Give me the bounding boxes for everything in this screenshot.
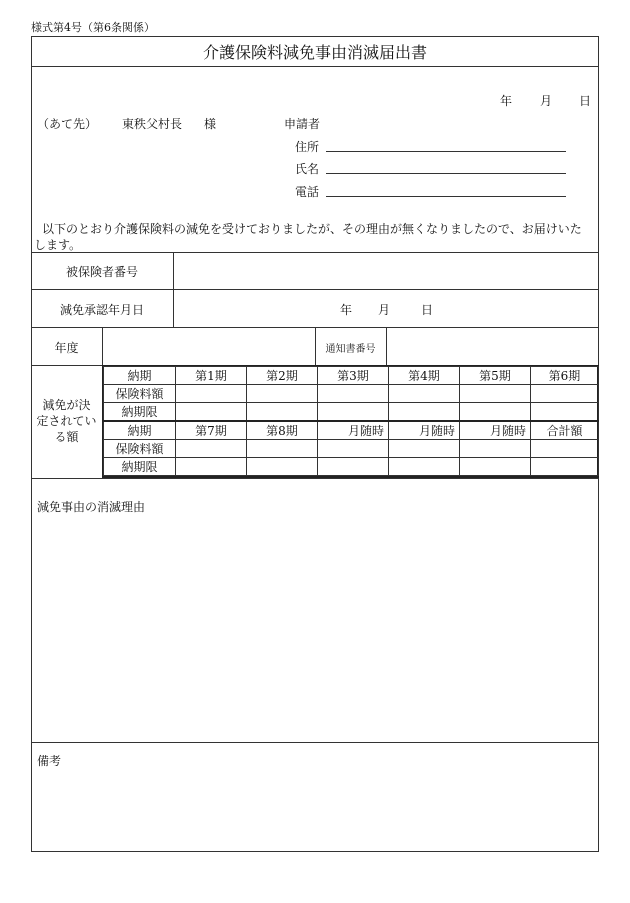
date-month-label: 月	[540, 94, 553, 108]
period-row-label: 納期	[104, 421, 176, 440]
premium-cell[interactable]	[176, 440, 247, 458]
notice-text-line-2: します。	[34, 238, 82, 252]
insured-number-field[interactable]	[174, 253, 598, 288]
date-year-label: 年	[500, 94, 513, 108]
insured-number-label: 被保険者番号	[65, 265, 138, 279]
deadline-row-label: 納期限	[104, 458, 176, 476]
deadline-cell[interactable]	[247, 403, 318, 422]
period-header: 月随時	[389, 421, 460, 440]
addressee-prefix: （あて先）	[37, 117, 98, 131]
premium-row-label: 保険料額	[104, 440, 176, 458]
deadline-cell[interactable]	[460, 403, 531, 422]
premium-cell[interactable]	[531, 385, 599, 403]
form-title: 介護保険料減免事由消滅届出書	[31, 36, 599, 67]
addressee-name: 東秩父村長	[122, 117, 183, 131]
period-header: 第1期	[176, 367, 247, 385]
addressee-suffix: 様	[204, 117, 217, 131]
date-day-label: 日	[579, 94, 592, 108]
fiscal-year-field[interactable]	[103, 328, 314, 364]
period-header: 第8期	[247, 421, 318, 440]
deadline-cell[interactable]	[318, 403, 389, 422]
notice-text-line-1: 以下のとおり介護保険料の減免を受けておりましたが、その理由が無くなりましたので、お届けいた	[42, 222, 582, 236]
deadline-cell[interactable]	[389, 458, 460, 476]
premium-cell[interactable]	[531, 440, 599, 458]
notice-number-label: 通知書番号	[325, 344, 376, 355]
deadline-row-label: 納期限	[104, 403, 176, 422]
reason-field[interactable]	[32, 515, 598, 741]
premium-row-label: 保険料額	[104, 385, 176, 403]
period-header: 月随時	[460, 421, 531, 440]
period-header: 第7期	[176, 421, 247, 440]
amount-table	[102, 365, 599, 478]
deadline-cell[interactable]	[389, 403, 460, 422]
divider	[31, 742, 599, 743]
amount-section-label-line-3: る額	[54, 430, 79, 444]
period-row-label: 納期	[104, 367, 176, 385]
divider	[31, 478, 599, 479]
name-field[interactable]	[326, 173, 566, 174]
premium-cell[interactable]	[389, 440, 460, 458]
applicant-label: 申請者	[284, 117, 321, 131]
premium-cell[interactable]	[460, 440, 531, 458]
premium-cell[interactable]	[460, 385, 531, 403]
amount-section-label	[31, 397, 102, 445]
premium-cell[interactable]	[389, 385, 460, 403]
name-label: 氏名	[295, 162, 320, 176]
premium-cell[interactable]	[176, 385, 247, 403]
period-header: 月随時	[318, 421, 389, 440]
approval-date-label: 減免承認年月日	[59, 303, 144, 317]
amount-grid	[103, 366, 599, 476]
deadline-cell[interactable]	[247, 458, 318, 476]
deadline-cell[interactable]	[176, 403, 247, 422]
period-header: 第3期	[318, 367, 389, 385]
period-header: 第6期	[531, 367, 599, 385]
phone-field[interactable]	[326, 196, 566, 197]
fiscal-year-label: 年度	[54, 341, 79, 355]
approval-month-label: 月	[378, 303, 391, 317]
period-header: 合計額	[531, 421, 599, 440]
premium-cell[interactable]	[318, 440, 389, 458]
amount-section-label-line-2: 定されてい	[36, 414, 97, 428]
deadline-cell[interactable]	[318, 458, 389, 476]
deadline-cell[interactable]	[531, 403, 599, 422]
period-header: 第4期	[389, 367, 460, 385]
form-number: 様式第4号（第6条関係）	[31, 21, 155, 34]
remarks-label: 備考	[37, 754, 62, 768]
notice-number-field[interactable]	[387, 328, 598, 364]
premium-cell[interactable]	[247, 440, 318, 458]
deadline-cell[interactable]	[460, 458, 531, 476]
approval-day-label: 日	[421, 303, 434, 317]
phone-label: 電話	[295, 185, 320, 199]
address-field[interactable]	[326, 151, 566, 152]
address-label: 住所	[295, 140, 320, 154]
approval-year-label: 年	[340, 303, 353, 317]
deadline-cell[interactable]	[176, 458, 247, 476]
deadline-cell[interactable]	[531, 458, 599, 476]
premium-cell[interactable]	[247, 385, 318, 403]
reason-label: 減免事由の消滅理由	[37, 500, 146, 514]
period-header: 第5期	[460, 367, 531, 385]
premium-cell[interactable]	[318, 385, 389, 403]
period-header: 第2期	[247, 367, 318, 385]
remarks-field[interactable]	[32, 770, 598, 851]
amount-section-label-line-1: 減免が決	[42, 398, 91, 412]
